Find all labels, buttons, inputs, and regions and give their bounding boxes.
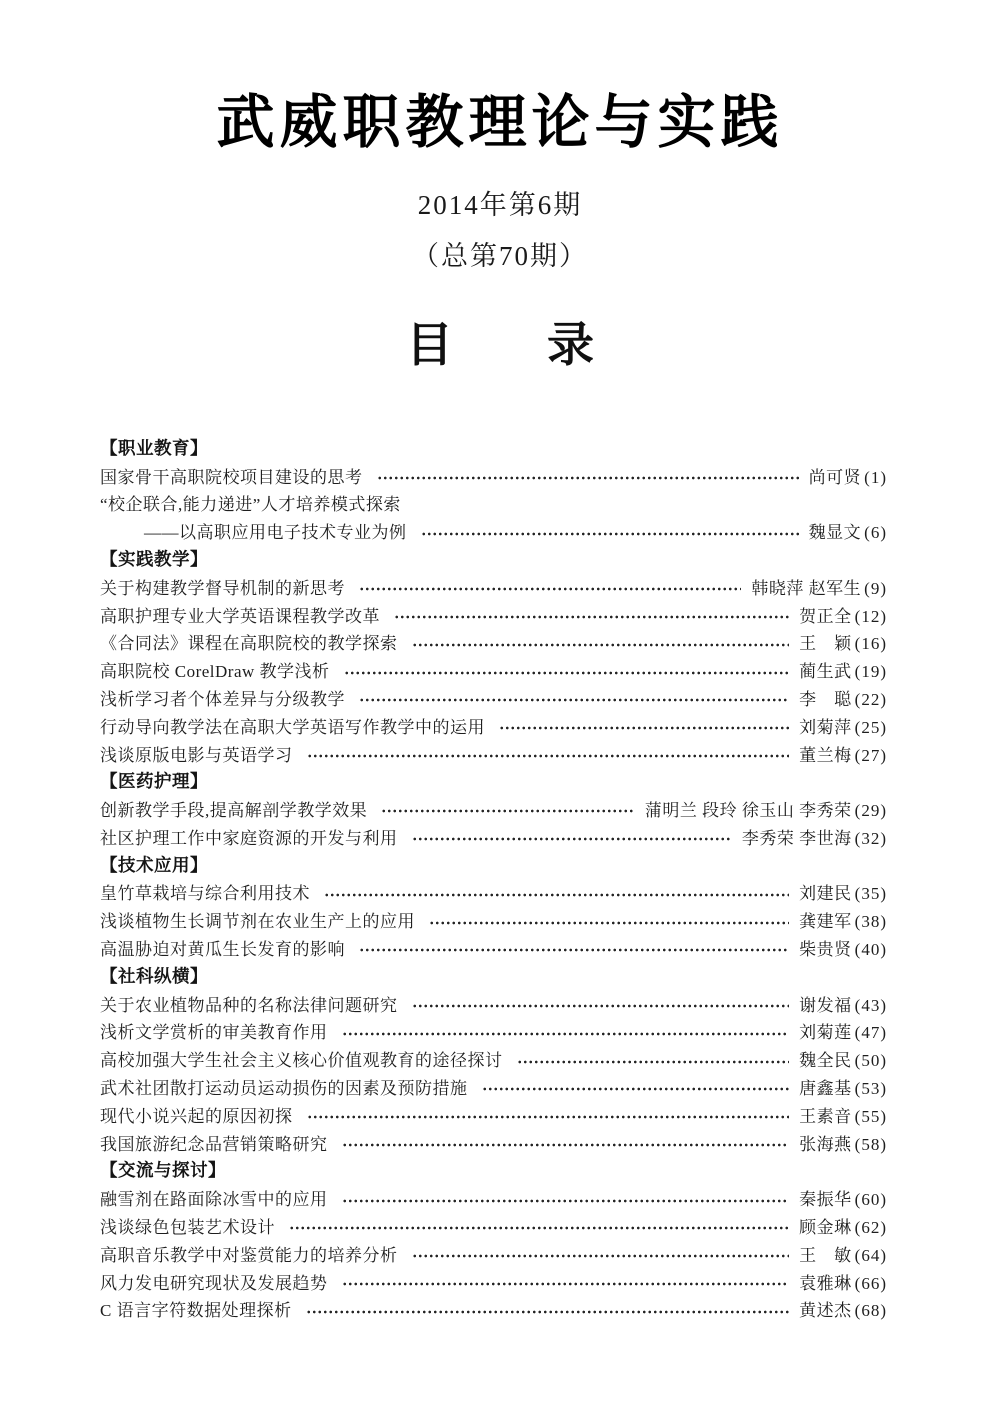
article-authors: 张海燕 [799,1134,852,1154]
article-title: ——以高职应用电子技术专业为例 [144,523,407,543]
article-authors: 袁雅琳 [799,1273,852,1293]
article-title: 高校加强大学生社会主义核心价值观教育的途径探讨 [100,1051,503,1071]
toc-entry [100,1296,887,1324]
article-title: 浅析文学赏析的审美教育作用 [100,1023,328,1043]
dot-leader [412,999,790,1013]
article-authors: 谢发福 [799,995,852,1015]
article-title: 关于构建教学督导机制的新思考 [100,578,345,598]
dot-leader [359,693,789,707]
dot-leader [324,888,789,902]
article-page: (55) [854,1106,887,1126]
article-page: (29) [854,801,887,821]
article-title: 风力发电研究现状及发展趋势 [100,1273,328,1293]
article-title: 浅谈原版电影与英语学习 [100,745,293,765]
toc-entry [100,1241,887,1269]
toc-section-row [100,852,887,880]
section-label: 【社科纵横】 [100,965,208,986]
toc-section-row [100,1157,887,1185]
article-authors: 魏全民 [799,1051,852,1071]
article-authors: 龚建军 [799,912,852,932]
article-page: (58) [854,1134,887,1154]
dot-leader [394,610,789,624]
article-page: (40) [854,940,887,960]
dot-leader [289,1221,789,1235]
toc-section-row [100,768,887,796]
article-title: 高职护理专业大学英语课程教学改革 [100,606,380,626]
article-page: (68) [854,1301,887,1321]
article-authors: 贺正全 [799,606,852,626]
article-page: (12) [854,606,887,626]
article-authors: 王 敏 [799,1245,852,1265]
dot-leader [412,638,790,652]
article-page: (1) [864,467,887,487]
toc-heading: 目 录 [406,319,594,372]
article-page: (16) [854,634,887,654]
toc-entry [100,657,887,685]
article-page: (60) [854,1190,887,1210]
article-authors: 魏显文 [808,523,862,543]
article-page: (38) [854,912,887,932]
dot-leader [344,666,790,680]
toc-entry [100,713,887,741]
article-page: (9) [864,578,887,598]
dot-leader [342,1194,790,1208]
toc-section-row [100,546,887,574]
toc-entry [100,1046,887,1074]
article-authors: 秦振华 [799,1190,852,1210]
article-title: “校企联合,能力递进”人才培养模式探索 [100,495,401,515]
section-label: 【交流与探讨】 [100,1160,226,1181]
article-page: (25) [854,717,887,737]
toc-entry [100,1185,887,1213]
article-page: (43) [854,995,887,1015]
journal-title: 武威职教理论与实践 [216,90,784,155]
dot-leader [412,1249,790,1263]
toc-entry [100,935,887,963]
dot-leader [359,582,741,596]
dot-leader [482,1082,790,1096]
dot-leader [429,916,789,930]
toc-section-row [100,963,887,991]
masthead [0,90,1000,373]
article-title: 社区护理工作中家庭资源的开发与利用 [100,828,398,848]
toc-entry [100,574,887,602]
article-authors: 刘菊萍 [799,717,852,737]
toc-entry [100,1018,887,1046]
article-page: (6) [864,523,887,543]
article-title: 浅谈绿色包装艺术设计 [100,1218,275,1238]
toc-entry [100,1102,887,1130]
dot-leader [307,1110,790,1124]
article-title: 现代小说兴起的原因初探 [100,1106,293,1126]
article-authors: 董兰梅 [799,745,852,765]
article-title: 国家骨干高职院校项目建设的思考 [100,467,363,487]
article-title: 武术社团散打运动员运动损伤的因素及预防措施 [100,1079,468,1099]
toc-entry [100,602,887,630]
toc-entry [100,907,887,935]
section-label: 【实践教学】 [100,548,208,569]
article-page: (19) [854,662,887,682]
article-authors: 王素音 [799,1106,852,1126]
toc-entry [100,490,887,518]
dot-leader [359,943,789,957]
toc-entry [100,1213,887,1241]
article-page: (35) [854,884,887,904]
dot-leader [306,1305,790,1319]
article-title: 浅谈植物生长调节剂在农业生产上的应用 [100,912,415,932]
article-page: (32) [854,828,887,848]
section-label: 【职业教育】 [100,437,208,458]
toc-entry [100,463,887,491]
article-page: (50) [854,1051,887,1071]
article-title: 创新教学手段,提高解剖学教学效果 [100,801,368,821]
dot-leader [499,721,789,735]
section-label: 【技术应用】 [100,854,208,875]
dot-leader [381,804,635,818]
dot-leader [421,527,799,541]
article-authors: 顾金琳 [799,1218,852,1238]
article-authors: 柴贵贤 [799,940,852,960]
toc-entry [100,629,887,657]
toc-entry [100,518,887,546]
toc-section-row [100,435,887,463]
article-authors: 李秀荣 李世海 [741,828,852,848]
article-page: (53) [854,1079,887,1099]
toc-entry [100,824,887,852]
issue-line: 2014年第6期 [417,189,583,220]
article-authors: 蔺生武 [799,662,852,682]
article-authors: 刘建民 [799,884,852,904]
article-page: (47) [854,1023,887,1043]
article-authors: 蒲明兰 段玲 徐玉山 李秀荣 [644,801,852,821]
article-title: 皇竹草栽培与综合利用技术 [100,884,310,904]
article-authors: 刘菊莲 [799,1023,852,1043]
section-label: 【医药护理】 [100,771,208,792]
article-title: 高职音乐教学中对鉴赏能力的培养分析 [100,1245,398,1265]
article-title: C 语言字符数据处理探析 [100,1301,292,1321]
article-authors: 尚可贤 [808,467,862,487]
article-title: 我国旅游纪念品营销策略研究 [100,1134,328,1154]
dot-leader [342,1277,790,1291]
dot-leader [307,749,790,763]
dot-leader [377,471,799,485]
total-issue-line: （总第70期） [412,240,588,271]
article-authors: 唐鑫基 [799,1079,852,1099]
toc-entry [100,796,887,824]
article-title: 行动导向教学法在高职大学英语写作教学中的运用 [100,717,485,737]
article-page: (27) [854,745,887,765]
toc-entry [100,685,887,713]
toc-entry [100,879,887,907]
dot-leader [517,1055,790,1069]
article-page: (64) [854,1245,887,1265]
article-authors: 韩晓萍 赵军生 [751,578,862,598]
toc-list [100,435,887,1325]
dot-leader [412,832,732,846]
toc-entry [100,1269,887,1297]
article-title: 高职院校 CorelDraw 教学浅析 [100,662,330,682]
toc-entry [100,741,887,769]
article-title: 《合同法》课程在高职院校的教学探索 [100,634,398,654]
toc-entry [100,1074,887,1102]
article-title: 融雪剂在路面除冰雪中的应用 [100,1190,328,1210]
article-title: 关于农业植物品种的名称法律问题研究 [100,995,398,1015]
article-page: (66) [854,1273,887,1293]
article-authors: 李 聪 [799,689,852,709]
article-title: 高温胁迫对黄瓜生长发育的影响 [100,940,345,960]
toc-entry [100,1130,887,1158]
dot-leader [342,1027,790,1041]
article-title: 浅析学习者个体差异与分级教学 [100,689,345,709]
article-page: (62) [854,1218,887,1238]
toc-entry [100,991,887,1019]
article-authors: 王 颖 [799,634,852,654]
article-authors: 黄述杰 [799,1301,852,1321]
dot-leader [342,1138,790,1152]
article-page: (22) [854,689,887,709]
